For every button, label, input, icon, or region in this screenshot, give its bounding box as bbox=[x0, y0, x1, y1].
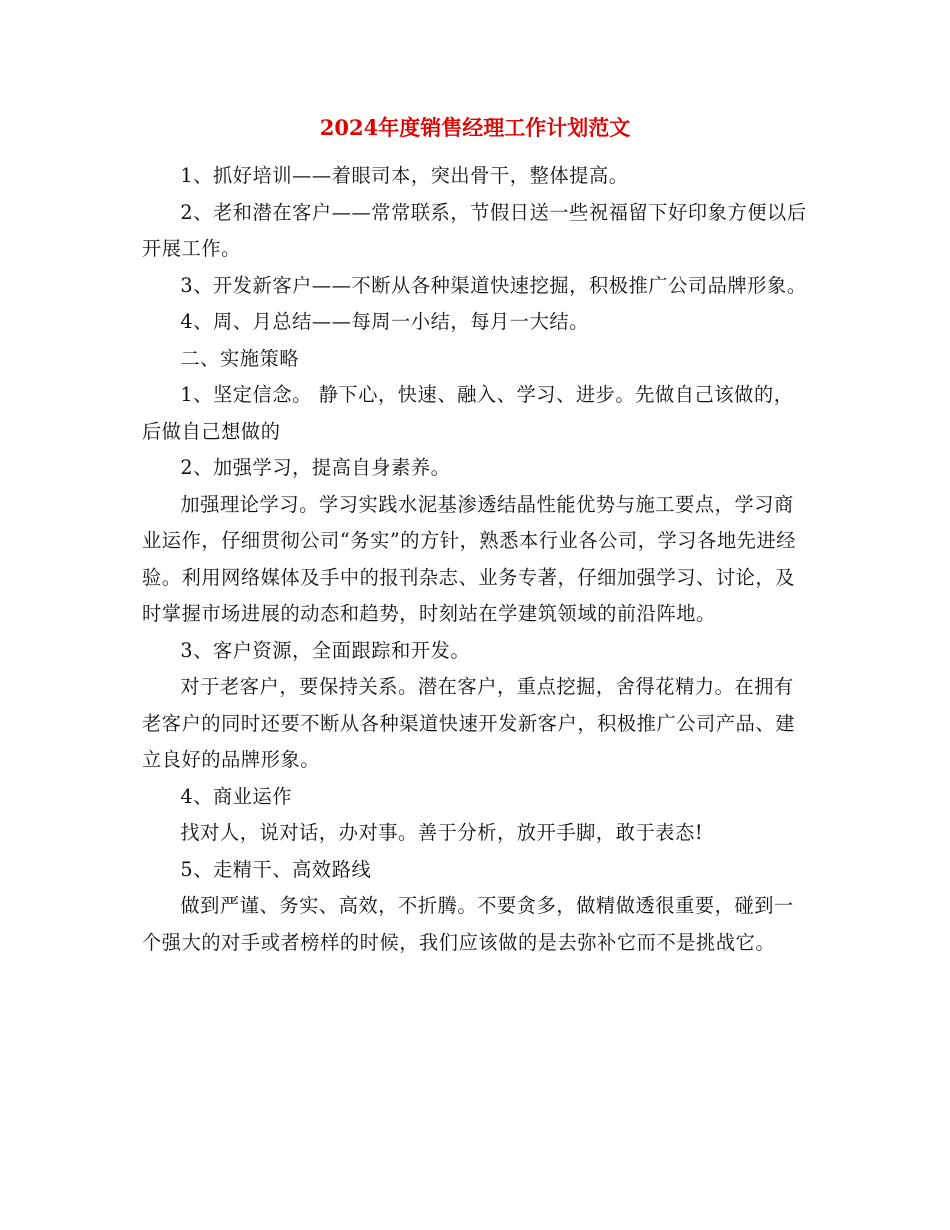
paragraph-belief: 1、坚定信念。 静下心，快速、融入、学习、进步。先做自己该做的，后做自己想做的 bbox=[142, 383, 794, 443]
paragraph-theory-study: 加强理论学习。学习实践水泥基渗透结晶性能优势与施工要点，学习商业运作，仔细贯彻公司“务实”的方针，熟悉本行业各公司，学习各地先进经验。利用网络媒体及手中的报刊杂志、业务专著，仔细加强学习、讨论，及时掌握市场进展的动态和趋势，时刻站在学建筑领域的前沿阵地。 bbox=[142, 492, 797, 625]
paragraph-rigorous: 做到严谨、务实、高效，不折腾。不要贪多，做精做透很重要，碰到一个强大的对手或者榜样的时候，我们应该做的是去弥补它而不是挑战它。 bbox=[142, 894, 794, 954]
paragraph-right-people: 找对人，说对话，办对事。善于分析，放开手脚，敢于表态! bbox=[180, 821, 704, 844]
paragraph-training: 1、抓好培训——着眼司本，突出骨干，整体提高。 bbox=[180, 164, 629, 187]
paragraph-existing-customers: 2、老和潜在客户——常常联系，节假日送一些祝福留下好印象方便以后开展工作。 bbox=[142, 200, 807, 260]
document-body bbox=[142, 158, 812, 961]
paragraph-business-operation: 4、商业运作 bbox=[180, 784, 293, 808]
paragraph-customer-relations: 对于老客户，要保持关系。潜在客户，重点挖掘，舍得花精力。在拥有老客户的同时还要不断从各种渠道快速开发新客户，积极推广公司产品、建立良好的品牌形象。 bbox=[142, 675, 795, 771]
paragraph-new-customers: 3、开发新客户——不断从各种渠道快速挖掘，积极推广公司品牌形象。 bbox=[180, 273, 807, 297]
section-heading-strategy: 二、实施策略 bbox=[180, 346, 300, 370]
paragraph-customer-resources: 3、客户资源，全面跟踪和开发。 bbox=[180, 638, 471, 662]
paragraph-study: 2、加强学习，提高自身素养。 bbox=[180, 456, 451, 479]
paragraph-efficient-route: 5、走精干、高效路线 bbox=[180, 857, 372, 881]
document-title: 2024年度销售经理工作计划范文 bbox=[319, 115, 631, 140]
paragraph-summary: 4、周、月总结——每周一小结，每月一大结。 bbox=[180, 310, 589, 333]
